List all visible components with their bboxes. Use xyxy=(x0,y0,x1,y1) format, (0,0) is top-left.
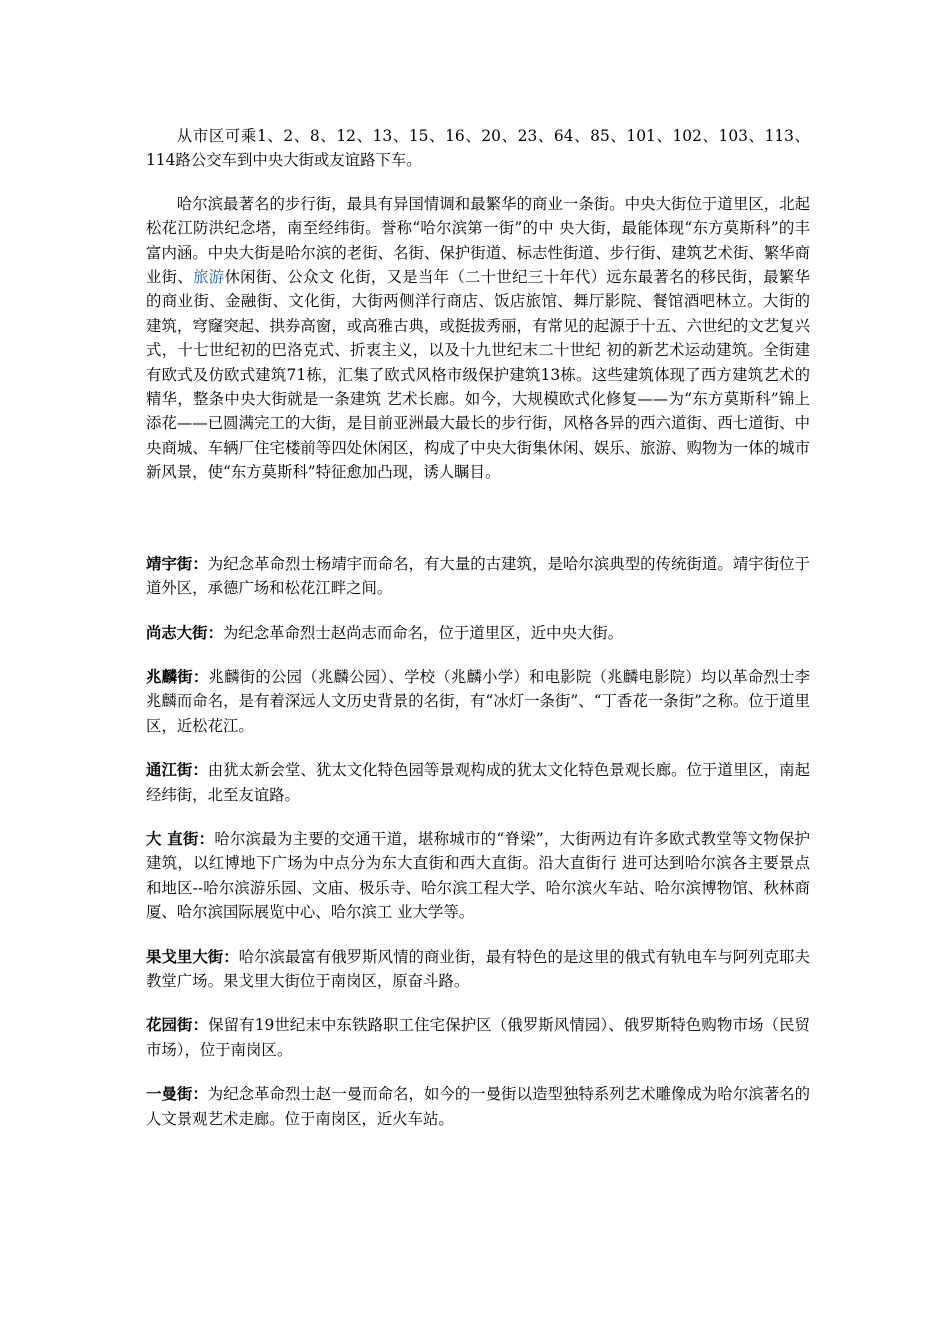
street-name: 尚志大街： xyxy=(146,623,223,642)
tourism-link[interactable]: 旅游 xyxy=(193,268,225,287)
street-entry-shangzhi xyxy=(146,621,810,645)
street-description: 由犹太新会堂、犹太文化特色园等景观构成的犹太文化特色景观长廊。位于道里区，南起经纬街，北至友谊路。 xyxy=(146,761,810,804)
street-entry-guogeli xyxy=(146,945,810,994)
paragraph-spacer xyxy=(146,738,810,758)
paragraph-spacer xyxy=(146,993,810,1013)
street-entry-dazhi xyxy=(146,827,810,925)
paragraph-spacer xyxy=(146,601,810,621)
street-name: 果戈里大街： xyxy=(146,947,239,966)
paragraph-spacer xyxy=(146,807,810,827)
paragraph-spacer xyxy=(146,925,810,945)
street-entry-yiman xyxy=(146,1082,810,1131)
central-street-paragraph xyxy=(146,192,810,485)
street-name: 大 直街： xyxy=(146,829,215,848)
street-name: 通江街： xyxy=(146,761,208,780)
paragraph-spacer xyxy=(146,173,810,192)
street-entry-tongjiang xyxy=(146,758,810,807)
street-name: 兆麟街： xyxy=(146,667,209,686)
street-entry-huayuan xyxy=(146,1013,810,1062)
street-description: 兆麟街的公园（兆麟公园）、学校（兆麟小学）和电影院（兆麟电影院）均以革命烈士李兆麟而命名，是有着深远人文历史背景的名街，有“冰灯一条街”、“丁香花一条街”之称。位于道里区，近松花江。 xyxy=(146,667,810,735)
street-entry-zhaolin xyxy=(146,665,810,738)
street-name: 靖宇街： xyxy=(146,554,208,573)
street-entry-jingyu xyxy=(146,552,810,601)
street-name: 花园街： xyxy=(146,1016,209,1035)
street-description: 为纪念革命烈士杨靖宇而命名，有大量的古建筑，是哈尔滨典型的传统街道。靖宇街位于道外区，承德广场和松花江畔之间。 xyxy=(146,554,810,598)
street-description: 哈尔滨最为主要的交通干道，堪称城市的“脊梁”，大街两边有许多欧式教堂等文物保护建筑，以红博地下广场为中点分为东大直街和西大直街。沿大直街行 进可达到哈尔滨各主要景点和地区--哈尔滨游乐园、文庙、极乐寺、哈尔滨工程大学、哈尔滨火车站、哈尔滨博物馆、秋林商厦、哈尔滨国际展览中心、哈尔滨工 业大学等。 xyxy=(146,829,810,922)
paragraph-spacer xyxy=(146,645,810,665)
bus-info-paragraph: 从市区可乘1、2、8、12、13、15、16、20、23、64、85、101、102、103、113、114路公交车到中央大街或友谊路下车。 xyxy=(146,127,810,170)
central-street-text-start: 哈尔滨最著名的步行街，最具有异国情调和最繁华的商业一条街。中央大街位于道里区，北起松花江防洪纪念塔，南至经纬街。誉称“哈尔滨第一街”的中 央大街，最能体现“东方莫斯科”的丰富内涵。中央大街是哈尔滨的老街、名街、保护街道、标志性街道、步行街、建筑艺术街、繁华商业街、 xyxy=(146,194,810,287)
street-description: 为纪念革命烈士赵一曼而命名，如今的一曼街以造型独特系列艺术雕像成为哈尔滨著名的人文景观艺术走廊。位于南岗区，近火车站。 xyxy=(146,1085,810,1128)
street-description: 为纪念革命烈士赵尚志而命名，位于道里区，近中央大街。 xyxy=(222,623,624,642)
paragraph-spacer xyxy=(146,1062,810,1082)
central-street-text-end: 休闲街、公众文 化街，又是当年（二十世纪三十年代）远东最著名的移民街，最繁华的商业街、金融街、文化街，大街两侧洋行商店、饭店旅馆、舞厅影院、餐馆酒吧林立。大街的 建筑，穹窿突起、拱券高窗，或高雅古典，或挺拔秀丽，有常见的起源于十五、六世纪的文艺复兴式，十七世纪初的巴洛克式、折衷主义，以及十九世纪末二十世纪 初的新艺术运动建筑。全街建有欧式及仿欧式建筑71栋，汇集了欧式风格市级保护建筑13栋。这些建筑体现了西方建筑艺术的精华，整条中央大街就是一条建筑 艺术长廊。如今，大规模欧式化修复——为“东方莫斯科”锦上添花——已圆满完工的大街，是目前亚洲最大最长的步行街，风格各异的西六道街、西七道街、中央商城、车辆厂住宅楼前等四处休闲区，构成了中央大街集休闲、娱乐、旅游、购物为一体的城市新风景，使“东方莫斯科”特征愈加凸现，诱人瞩目。 xyxy=(146,268,810,482)
section-spacer xyxy=(146,485,810,552)
street-name: 一曼街： xyxy=(146,1085,208,1104)
document-page xyxy=(146,124,810,1131)
street-description: 哈尔滨最富有俄罗斯风情的商业街，最有特色的是这里的俄式有轨电车与阿列克耶夫教堂广场。果戈里大街位于南岗区，原奋斗路。 xyxy=(146,947,810,990)
street-description: 保留有19世纪末中东铁路职工住宅保护区（俄罗斯风情园）、俄罗斯特色购物市场（民贸市场），位于南岗区。 xyxy=(146,1016,810,1059)
